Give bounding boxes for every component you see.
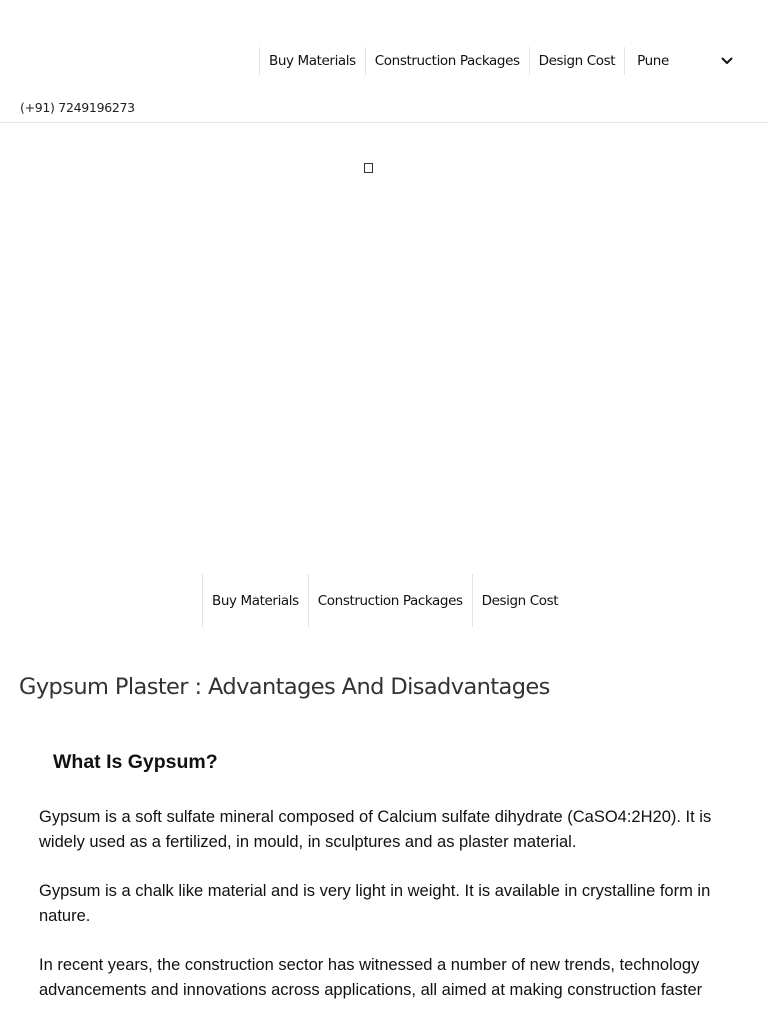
phone-number[interactable]: (+91) 7249196273 [20, 100, 135, 115]
section-heading: What Is Gypsum? [53, 751, 218, 773]
secondary-nav [202, 574, 567, 627]
nav-buy-materials[interactable]: Buy Materials [259, 47, 365, 75]
article-paragraph: Gypsum is a chalk like material and is very light in weight. It is available in crystalline form in nature. [39, 882, 711, 925]
broken-image-icon [364, 163, 373, 173]
header-divider [0, 122, 768, 123]
subnav-design-cost[interactable]: Design Cost [472, 574, 568, 627]
city-select-value: Pune [637, 53, 669, 69]
header-nav [259, 47, 735, 75]
subnav-construction-packages[interactable]: Construction Packages [308, 574, 472, 627]
article-paragraph: In recent years, the construction sector has witnessed a number of new trends, technology advancements and innovations across applications, all aimed at making construction faster [39, 956, 703, 999]
page-title: Gypsum Plaster : Advantages And Disadvantages [19, 674, 550, 700]
subnav-buy-materials[interactable]: Buy Materials [202, 574, 308, 627]
article-paragraph: Gypsum is a soft sulfate mineral composed of Calcium sulfate dihydrate (CaSO4:2H20). It is widely used as a fertilized, in mould, in sculptures and as plaster material. [39, 808, 712, 851]
chevron-down-icon [719, 53, 735, 69]
nav-design-cost[interactable]: Design Cost [529, 47, 625, 75]
nav-construction-packages[interactable]: Construction Packages [365, 47, 529, 75]
city-select[interactable] [624, 47, 735, 75]
